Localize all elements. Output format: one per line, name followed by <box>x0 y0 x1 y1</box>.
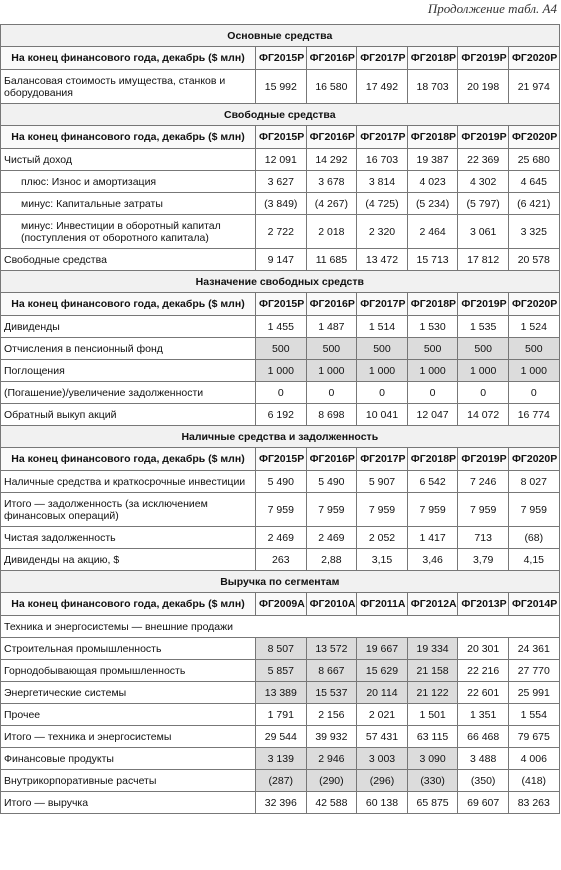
header-year: ФГ2019Р <box>458 448 509 471</box>
table-row <box>1 493 560 527</box>
header-year: ФГ2020Р <box>508 126 559 149</box>
row-label: Дивиденды на акцию, $ <box>1 549 256 571</box>
table-row <box>1 770 560 792</box>
value-cell: 3 488 <box>458 748 509 770</box>
header-label: На конец финансового года, декабрь ($ млн) <box>1 47 256 70</box>
table-row <box>1 171 560 193</box>
table-row <box>1 338 560 360</box>
value-cell: 2 469 <box>256 527 307 549</box>
section-title: Назначение свободных средств <box>1 271 560 293</box>
value-cell: 22 216 <box>458 660 509 682</box>
value-cell: 57 431 <box>357 726 408 748</box>
value-cell: 713 <box>458 527 509 549</box>
value-cell: (68) <box>508 527 559 549</box>
value-cell: 1 000 <box>407 360 458 382</box>
value-cell: 0 <box>306 382 357 404</box>
value-cell: 7 959 <box>508 493 559 527</box>
value-cell: 18 703 <box>407 70 458 104</box>
value-cell: 32 396 <box>256 792 307 814</box>
value-cell: 3 678 <box>306 171 357 193</box>
table-row <box>1 471 560 493</box>
header-year: ФГ2015Р <box>256 293 307 316</box>
table-row <box>1 549 560 571</box>
row-label: Итого — техника и энергосистемы <box>1 726 256 748</box>
value-cell: 2 021 <box>357 704 408 726</box>
value-cell: 3,15 <box>357 549 408 571</box>
header-year: ФГ2020Р <box>508 47 559 70</box>
row-label: (Погашение)/увеличение задолженности <box>1 382 256 404</box>
financial-table <box>0 24 560 814</box>
value-cell: 22 601 <box>458 682 509 704</box>
value-cell: 13 389 <box>256 682 307 704</box>
value-cell: 8 507 <box>256 638 307 660</box>
value-cell: 263 <box>256 549 307 571</box>
value-cell: 1 000 <box>508 360 559 382</box>
header-year: ФГ2019Р <box>458 47 509 70</box>
value-cell: 63 115 <box>407 726 458 748</box>
value-cell: 16 774 <box>508 404 559 426</box>
value-cell: 42 588 <box>306 792 357 814</box>
value-cell: 60 138 <box>357 792 408 814</box>
row-label: Балансовая стоимость имущества, станков и оборудования <box>1 70 256 104</box>
value-cell: 16 703 <box>357 149 408 171</box>
header-year: ФГ2017Р <box>357 448 408 471</box>
value-cell: 3 090 <box>407 748 458 770</box>
value-cell: 21 158 <box>407 660 458 682</box>
value-cell: 1 000 <box>458 360 509 382</box>
value-cell: 3,79 <box>458 549 509 571</box>
value-cell: (287) <box>256 770 307 792</box>
value-cell: 4 023 <box>407 171 458 193</box>
header-year: ФГ2016Р <box>306 448 357 471</box>
value-cell: 4,15 <box>508 549 559 571</box>
value-cell: (296) <box>357 770 408 792</box>
table-row <box>1 149 560 171</box>
header-year: ФГ2019Р <box>458 126 509 149</box>
value-cell: 15 713 <box>407 249 458 271</box>
value-cell: 13 472 <box>357 249 408 271</box>
table-row <box>1 660 560 682</box>
value-cell: 20 198 <box>458 70 509 104</box>
value-cell: 500 <box>458 338 509 360</box>
row-label: плюс: Износ и амортизация <box>1 171 256 193</box>
value-cell: 0 <box>357 382 408 404</box>
table-row <box>1 792 560 814</box>
value-cell: 21 122 <box>407 682 458 704</box>
header-label: На конец финансового года, декабрь ($ млн) <box>1 293 256 316</box>
value-cell: 2 469 <box>306 527 357 549</box>
table-row <box>1 704 560 726</box>
value-cell: 1 514 <box>357 316 408 338</box>
header-year: ФГ2020Р <box>508 448 559 471</box>
header-year: ФГ2017Р <box>357 126 408 149</box>
value-cell: 2 946 <box>306 748 357 770</box>
table-row <box>1 404 560 426</box>
value-cell: 3 325 <box>508 215 559 249</box>
value-cell: 7 959 <box>256 493 307 527</box>
value-cell: 3 627 <box>256 171 307 193</box>
value-cell: 0 <box>256 382 307 404</box>
value-cell: 29 544 <box>256 726 307 748</box>
value-cell: 6 542 <box>407 471 458 493</box>
table-caption: Продолжение табл. А4 <box>427 1 557 16</box>
value-cell: 69 607 <box>458 792 509 814</box>
value-cell: 2 156 <box>306 704 357 726</box>
value-cell: 14 072 <box>458 404 509 426</box>
row-label: Внутрикорпоративные расчеты <box>1 770 256 792</box>
header-year: ФГ2011А <box>357 593 408 616</box>
header-year: ФГ2016Р <box>306 47 357 70</box>
value-cell: 5 490 <box>306 471 357 493</box>
header-year: ФГ2010А <box>306 593 357 616</box>
value-cell: 15 537 <box>306 682 357 704</box>
value-cell: 6 192 <box>256 404 307 426</box>
header-label: На конец финансового года, декабрь ($ млн) <box>1 126 256 149</box>
value-cell: 3,46 <box>407 549 458 571</box>
table-row <box>1 215 560 249</box>
row-label: Горнодобывающая промышленность <box>1 660 256 682</box>
value-cell: 79 675 <box>508 726 559 748</box>
value-cell: 1 487 <box>306 316 357 338</box>
table-row <box>1 638 560 660</box>
value-cell: 12 047 <box>407 404 458 426</box>
section-title: Наличные средства и задолженность <box>1 426 560 448</box>
value-cell: 1 791 <box>256 704 307 726</box>
value-cell: 1 501 <box>407 704 458 726</box>
value-cell: 0 <box>458 382 509 404</box>
value-cell: 5 490 <box>256 471 307 493</box>
value-cell: 3 814 <box>357 171 408 193</box>
value-cell: 8 027 <box>508 471 559 493</box>
table-row <box>1 748 560 770</box>
value-cell: 2 320 <box>357 215 408 249</box>
value-cell: 27 770 <box>508 660 559 682</box>
value-cell: 500 <box>306 338 357 360</box>
section-title-row <box>1 571 560 593</box>
row-label: Итого — задолженность (за исключением финансовых операций) <box>1 493 256 527</box>
row-label: Чистая задолженность <box>1 527 256 549</box>
value-cell: 3 003 <box>357 748 408 770</box>
value-cell: 10 041 <box>357 404 408 426</box>
header-label: На конец финансового года, декабрь ($ млн) <box>1 448 256 471</box>
value-cell: (3 849) <box>256 193 307 215</box>
value-cell: 1 417 <box>407 527 458 549</box>
header-row <box>1 293 560 316</box>
value-cell: 500 <box>407 338 458 360</box>
value-cell: 39 932 <box>306 726 357 748</box>
value-cell: 11 685 <box>306 249 357 271</box>
value-cell: 2,88 <box>306 549 357 571</box>
value-cell: 19 667 <box>357 638 408 660</box>
value-cell: 25 680 <box>508 149 559 171</box>
section-title-row <box>1 271 560 293</box>
value-cell: 2 052 <box>357 527 408 549</box>
header-row <box>1 448 560 471</box>
value-cell: 1 000 <box>256 360 307 382</box>
value-cell: 4 006 <box>508 748 559 770</box>
value-cell: 500 <box>256 338 307 360</box>
value-cell: 7 959 <box>458 493 509 527</box>
value-cell: 7 246 <box>458 471 509 493</box>
header-year: ФГ2020Р <box>508 293 559 316</box>
row-label: Чистый доход <box>1 149 256 171</box>
value-cell: 1 535 <box>458 316 509 338</box>
value-cell: (6 421) <box>508 193 559 215</box>
value-cell: 2 722 <box>256 215 307 249</box>
value-cell: 8 698 <box>306 404 357 426</box>
value-cell: (290) <box>306 770 357 792</box>
table-row <box>1 360 560 382</box>
value-cell: 4 645 <box>508 171 559 193</box>
value-cell: 0 <box>508 382 559 404</box>
value-cell: 19 334 <box>407 638 458 660</box>
value-cell: 1 455 <box>256 316 307 338</box>
value-cell: 83 263 <box>508 792 559 814</box>
value-cell: 20 301 <box>458 638 509 660</box>
header-year: ФГ2014Р <box>508 593 559 616</box>
table-row <box>1 193 560 215</box>
value-cell: 15 629 <box>357 660 408 682</box>
table-row <box>1 249 560 271</box>
section-title-row <box>1 25 560 47</box>
header-row <box>1 47 560 70</box>
value-cell: 16 580 <box>306 70 357 104</box>
header-year: ФГ2017Р <box>357 47 408 70</box>
value-cell: 21 974 <box>508 70 559 104</box>
value-cell: 65 875 <box>407 792 458 814</box>
value-cell: 20 578 <box>508 249 559 271</box>
header-year: ФГ2015Р <box>256 47 307 70</box>
header-year: ФГ2018Р <box>407 126 458 149</box>
value-cell: 1 524 <box>508 316 559 338</box>
value-cell: (418) <box>508 770 559 792</box>
row-label: минус: Капитальные затраты <box>1 193 256 215</box>
table-row <box>1 726 560 748</box>
header-year: ФГ2017Р <box>357 293 408 316</box>
value-cell: (350) <box>458 770 509 792</box>
value-cell: 3 061 <box>458 215 509 249</box>
row-label: Наличные средства и краткосрочные инвестиции <box>1 471 256 493</box>
header-row <box>1 126 560 149</box>
row-label: Отчисления в пенсионный фонд <box>1 338 256 360</box>
value-cell: (5 797) <box>458 193 509 215</box>
value-cell: 3 139 <box>256 748 307 770</box>
table-row <box>1 527 560 549</box>
header-year: ФГ2016Р <box>306 293 357 316</box>
value-cell: (4 725) <box>357 193 408 215</box>
header-year: ФГ2018Р <box>407 448 458 471</box>
value-cell: 9 147 <box>256 249 307 271</box>
header-year: ФГ2018Р <box>407 47 458 70</box>
value-cell: (5 234) <box>407 193 458 215</box>
value-cell: 500 <box>357 338 408 360</box>
note-row <box>1 616 560 638</box>
value-cell: 7 959 <box>407 493 458 527</box>
row-label: Обратный выкуп акций <box>1 404 256 426</box>
value-cell: 25 991 <box>508 682 559 704</box>
section-title-row <box>1 104 560 126</box>
value-cell: 7 959 <box>306 493 357 527</box>
section-title-row <box>1 426 560 448</box>
row-label: Итого — выручка <box>1 792 256 814</box>
value-cell: 500 <box>508 338 559 360</box>
row-label: Строительная промышленность <box>1 638 256 660</box>
header-year: ФГ2012А <box>407 593 458 616</box>
value-cell: 4 302 <box>458 171 509 193</box>
header-year: ФГ2013Р <box>458 593 509 616</box>
value-cell: 8 667 <box>306 660 357 682</box>
header-year: ФГ2015Р <box>256 448 307 471</box>
row-label: Дивиденды <box>1 316 256 338</box>
table-row <box>1 316 560 338</box>
row-label: Энергетические системы <box>1 682 256 704</box>
row-label: Свободные средства <box>1 249 256 271</box>
value-cell: 66 468 <box>458 726 509 748</box>
value-cell: 7 959 <box>357 493 408 527</box>
table-row <box>1 382 560 404</box>
value-cell: 17 492 <box>357 70 408 104</box>
header-year: ФГ2018Р <box>407 293 458 316</box>
table-row <box>1 70 560 104</box>
row-label: Финансовые продукты <box>1 748 256 770</box>
value-cell: 2 464 <box>407 215 458 249</box>
row-label: Прочее <box>1 704 256 726</box>
header-year: ФГ2009А <box>256 593 307 616</box>
header-year: ФГ2019Р <box>458 293 509 316</box>
value-cell: 22 369 <box>458 149 509 171</box>
section-title: Свободные средства <box>1 104 560 126</box>
value-cell: 17 812 <box>458 249 509 271</box>
subsection-note: Техника и энергосистемы — внешние продажи <box>1 616 560 638</box>
header-year: ФГ2015Р <box>256 126 307 149</box>
header-year: ФГ2016Р <box>306 126 357 149</box>
value-cell: 12 091 <box>256 149 307 171</box>
value-cell: 5 857 <box>256 660 307 682</box>
value-cell: 19 387 <box>407 149 458 171</box>
value-cell: 20 114 <box>357 682 408 704</box>
value-cell: 13 572 <box>306 638 357 660</box>
row-label: Поглощения <box>1 360 256 382</box>
value-cell: 14 292 <box>306 149 357 171</box>
value-cell: (330) <box>407 770 458 792</box>
value-cell: 2 018 <box>306 215 357 249</box>
value-cell: 24 361 <box>508 638 559 660</box>
value-cell: 1 000 <box>357 360 408 382</box>
value-cell: 15 992 <box>256 70 307 104</box>
header-row <box>1 593 560 616</box>
value-cell: 1 530 <box>407 316 458 338</box>
value-cell: 5 907 <box>357 471 408 493</box>
header-label: На конец финансового года, декабрь ($ млн) <box>1 593 256 616</box>
row-label: минус: Инвестиции в оборотный капитал (поступления от оборотного капитала) <box>1 215 256 249</box>
value-cell: 0 <box>407 382 458 404</box>
section-title: Выручка по сегментам <box>1 571 560 593</box>
value-cell: 1 000 <box>306 360 357 382</box>
table-row <box>1 682 560 704</box>
value-cell: 1 351 <box>458 704 509 726</box>
section-title: Основные средства <box>1 25 560 47</box>
value-cell: 1 554 <box>508 704 559 726</box>
value-cell: (4 267) <box>306 193 357 215</box>
